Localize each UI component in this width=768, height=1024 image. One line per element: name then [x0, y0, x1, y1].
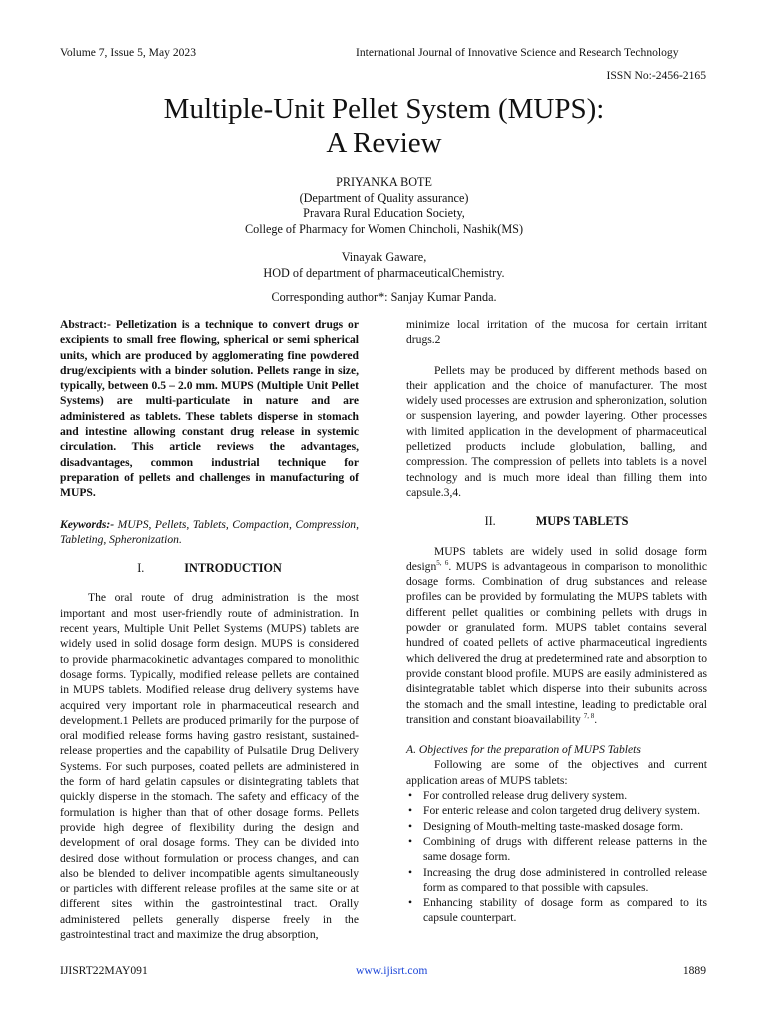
- author-affiliation: (Department of Quality assurance): [299, 190, 469, 205]
- list-item: • For enteric release and colon targeted drug delivery system.: [406, 803, 707, 818]
- abstract: Abstract:- Pelletization is a technique to convert drugs or excipients to small free flowing, spherical or semi spherical units, which are produced by agglomerating fine powdered drug/excipients with a binder solution. Pellets range in size, typically, between 0.5 – 2.0 mm. MUPS (Multiple Unit Pellet Systems) are multi-particulate in nature and are administered as tablets. These tablets disperse in stomach and intestine allowing constant drug release in systemic circulation. This article reviews the advantages, disadvantages, common industrial technique for preparation of pellets and challenges in manufacturing of MUPS.: [60, 318, 359, 500]
- author-affiliation: College of Pharmacy for Women Chincholi, Nashik(MS): [244, 221, 524, 236]
- left-column: [60, 317, 359, 942]
- section-name: MUPS TABLETS: [535, 514, 629, 529]
- section-number: II.: [484, 514, 496, 529]
- list-item: • Enhancing stability of dosage form as compared to its capsule counterpart.: [406, 895, 707, 926]
- mups-paragraph: [406, 544, 707, 728]
- objectives-list: [406, 788, 707, 926]
- pellets-paragraph: Pellets may be produced by different methods based on their application and the choice of manufacturer. The most widely used processes are extrusion and spheronization, solution or suspension layering, and powder layering. Other processes with limited application in the development of pharmaceutical pelletized products include globulation, balling, and compression. The compression of pellets into tablets is a novel technology and is much more ideal than filling them into capsule.3,4.: [406, 363, 707, 499]
- author-affiliation: HOD of department of pharmaceuticalChemistry.: [263, 265, 505, 280]
- list-item: • Combining of drugs with different release patterns in the same dosage form.: [406, 834, 707, 865]
- header-issn: ISSN No:-2456-2165: [606, 69, 706, 82]
- list-item: • Designing of Mouth-melting taste-masked dosage form.: [406, 819, 707, 834]
- footer-page-number: 1889: [682, 964, 706, 977]
- author-name: PRIYANKA BOTE: [336, 175, 432, 189]
- subsection-heading-objectives: A. Objectives for the preparation of MUPS Tablets: [406, 743, 641, 757]
- intro-continuation: minimize local irritation of the mucosa for certain irritant drugs.2: [406, 318, 707, 347]
- paper-title: [0, 92, 768, 160]
- author-block-2: [0, 250, 768, 281]
- author-affiliation: Pravara Rural Education Society,: [303, 206, 465, 220]
- header-volume: Volume 7, Issue 5, May 2023: [60, 46, 197, 59]
- header-journal: International Journal of Innovative Science and Research Technology: [356, 46, 679, 59]
- mups-text-mid: . MUPS is advantageous in comparison to monolithic dosage forms. Combination of drug substances and release profiles can be provided by formulating the MUPS tablets with different pellet qualities or combining pellets with drugs in powder or granulated form. MUPS tablet contains several hundred of coated pellets of active pharmaceutical ingredients which delivered the drug at predetermined rate and absorption to provide constant blood profile. MUPS are easily administered as disintegratable tablet which disperse into their subunits across the stomach and the small intestine, leading to predictable oral transition and constant bioavailability: [406, 559, 707, 726]
- author-block-1: [0, 175, 768, 237]
- list-item: • Increasing the drug dose administered in controlled release form as compared to that possible with capsules.: [406, 865, 707, 896]
- intro-paragraph: The oral route of drug administration is the most important and most user-friendly route of administration. In recent years, Multiple Unit Pellet Systems (MUPS) tablets are widely used in solid dosage form design. MUPS is considered to provide pharmacokinetic advantages compared to monolithic dosage forms. Typically, modified release pellets are contained in MUPS tablets. Modified release drug delivery systems have acquired very important role in pharmaceutical research and development.1 Pellets are produced primarily for the purpose of oral modified release forms having gastro resistant, sustained-release properties and the capability of Pulsatile Drug Delivery Systems. For such purposes, coated pellets are administered in the form of hard gelatin capsules or disintegrating tablets that quickly disperse in the stomach. The safety and efficacy of the formulation is higher than that of other dosage forms. Pellets provide high degree of flexibility during the design and development of oral dosage forms. They can be divided into desired dose without formulation or process changes, and can also be blended to deliver incompatible agents simultaneously or particles with different release profiles at the same site or at different sites within the gastrointestinal tract. Orally administered pellets generally disperse freely in the gastrointestinal tract and maximize the drug absorption,: [60, 591, 359, 941]
- author-name: Vinayak Gaware,: [341, 250, 427, 264]
- title-line-2: A Review: [326, 127, 442, 159]
- section-heading-mups-tablets: [406, 514, 707, 529]
- mups-text-end: .: [594, 712, 598, 726]
- title-line-1: Multiple-Unit Pellet System (MUPS):: [163, 93, 605, 125]
- section-name: INTRODUCTION: [184, 561, 282, 576]
- section-heading-introduction: [60, 561, 359, 576]
- corresponding-author: Corresponding author*: Sanjay Kumar Panda.: [271, 290, 497, 304]
- objectives-intro: Following are some of the objectives and current application areas of MUPS tablets:: [406, 758, 707, 787]
- citation: 7, 8: [583, 711, 595, 720]
- footer-website-link[interactable]: www.ijisrt.com: [356, 964, 428, 977]
- keywords: [60, 517, 359, 548]
- footer-paper-id: IJISRT22MAY091: [60, 964, 148, 977]
- section-number: I.: [137, 561, 145, 576]
- mups-text-start: MUPS tablets are widely used in solid dosage form design: [406, 544, 707, 573]
- keywords-text: MUPS, Pellets, Tablets, Compaction, Compression, Tableting, Spheronization.: [60, 517, 359, 546]
- list-item: • For controlled release drug delivery system.: [406, 788, 707, 803]
- citation: 5, 6: [436, 559, 449, 567]
- keywords-label: Keywords:-: [60, 517, 115, 531]
- right-column: [406, 317, 707, 926]
